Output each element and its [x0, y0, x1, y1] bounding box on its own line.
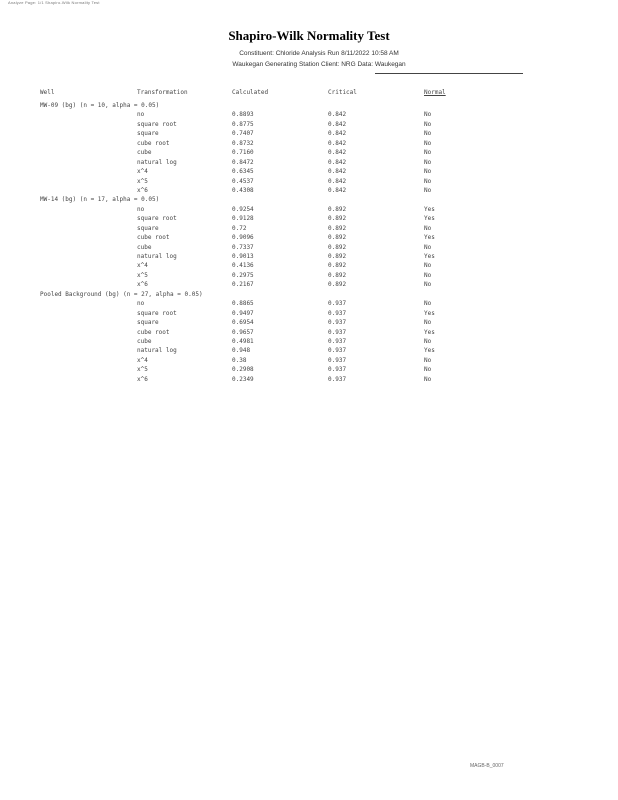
calculated-cell: 0.8893	[232, 111, 254, 119]
calculated-cell: 0.9013	[232, 253, 254, 260]
column-headers	[40, 89, 460, 97]
normal-cell: No	[424, 356, 432, 364]
normal-cell: No	[424, 375, 432, 383]
transformation-cell: x^4	[137, 262, 148, 270]
critical-cell: 0.937	[328, 309, 347, 317]
critical-cell: 0.842	[328, 177, 347, 185]
group-label: MW-14 (bg) (n = 17, alpha = 0.05)	[40, 196, 160, 204]
normal-cell: No	[424, 224, 432, 232]
column-header-transformation: Transformation	[137, 89, 188, 96]
transformation-cell: no	[137, 205, 145, 213]
calculated-cell: 0.6345	[232, 168, 254, 176]
transformation-cell: cube	[137, 149, 152, 157]
table-row	[40, 140, 480, 149]
calculated-cell: 0.9657	[232, 328, 254, 336]
column-header-critical: Critical	[328, 89, 357, 96]
calculated-cell: 0.8472	[232, 158, 254, 166]
transformation-cell: square root	[137, 120, 177, 128]
results-table	[40, 102, 480, 385]
table-row	[40, 310, 480, 319]
table-row	[40, 376, 480, 385]
table-row	[40, 281, 480, 290]
transformation-cell: cube	[137, 337, 152, 345]
normal-cell: Yes	[424, 309, 435, 317]
group-row	[40, 196, 480, 205]
page-title: Shapiro-Wilk Normality Test	[228, 28, 390, 43]
header-divider	[375, 73, 523, 74]
critical-cell: 0.892	[328, 271, 347, 279]
critical-cell: 0.842	[328, 149, 347, 157]
normal-cell: No	[424, 158, 432, 166]
calculated-cell: 0.9096	[232, 234, 254, 242]
table-row	[40, 338, 480, 347]
critical-cell: 0.937	[328, 375, 347, 383]
calculated-cell: 0.948	[232, 347, 251, 355]
table-row	[40, 300, 480, 309]
table-row	[40, 159, 480, 168]
table-row	[40, 121, 480, 130]
transformation-cell: x^5	[137, 177, 148, 185]
transformation-cell: cube root	[137, 139, 170, 147]
table-row	[40, 187, 480, 196]
normal-cell: Yes	[424, 215, 435, 223]
transformation-cell: x^5	[137, 366, 148, 374]
table-row	[40, 244, 480, 253]
table-row	[40, 366, 480, 375]
page-header-line: Analyze Page: 1/1 Shapiro-Wilk Normality Test	[8, 0, 100, 5]
calculated-cell: 0.2908	[232, 366, 254, 374]
transformation-cell: square	[137, 224, 159, 232]
calculated-cell: 0.2167	[232, 281, 254, 289]
normal-cell: No	[424, 168, 432, 176]
critical-cell: 0.892	[328, 253, 347, 260]
normal-cell: Yes	[424, 328, 435, 336]
normal-cell: No	[424, 130, 432, 138]
critical-cell: 0.842	[328, 120, 347, 128]
transformation-cell: x^4	[137, 356, 148, 364]
calculated-cell: 0.9497	[232, 309, 254, 317]
critical-cell: 0.892	[328, 243, 347, 251]
critical-cell: 0.937	[328, 347, 347, 355]
normal-cell: Yes	[424, 205, 435, 213]
table-row	[40, 347, 480, 356]
calculated-cell: 0.4537	[232, 177, 254, 185]
subtitle-analysis: Constituent: Chloride Analysis Run 8/11/2022 10:58 AM	[239, 50, 399, 57]
transformation-cell: cube root	[137, 328, 170, 336]
table-row	[40, 149, 480, 158]
normal-cell: No	[424, 149, 432, 157]
table-row	[40, 178, 480, 187]
group-label: MW-09 (bg) (n = 10, alpha = 0.05)	[40, 102, 160, 109]
transformation-cell: square root	[137, 309, 177, 317]
normal-cell: Yes	[424, 234, 435, 242]
normal-cell: No	[424, 120, 432, 128]
critical-cell: 0.937	[328, 337, 347, 345]
transformation-cell: x^5	[137, 271, 148, 279]
table-row	[40, 168, 480, 177]
normal-cell: No	[424, 337, 432, 345]
calculated-cell: 0.2975	[232, 271, 254, 279]
transformation-cell: square root	[137, 215, 177, 223]
critical-cell: 0.892	[328, 281, 347, 289]
normal-cell: No	[424, 281, 432, 289]
calculated-cell: 0.8732	[232, 139, 254, 147]
calculated-cell: 0.6954	[232, 319, 254, 327]
transformation-cell: x^6	[137, 375, 148, 383]
critical-cell: 0.892	[328, 234, 347, 242]
normal-cell: Yes	[424, 253, 435, 260]
critical-cell: 0.842	[328, 139, 347, 147]
transformation-cell: x^6	[137, 186, 148, 194]
transformation-cell: natural log	[137, 347, 177, 355]
column-header-normal: Normal	[424, 89, 446, 96]
critical-cell: 0.842	[328, 111, 347, 119]
group-row	[40, 291, 480, 300]
critical-cell: 0.937	[328, 319, 347, 327]
transformation-cell: x^6	[137, 281, 148, 289]
normal-cell: No	[424, 319, 432, 327]
normal-cell: No	[424, 177, 432, 185]
calculated-cell: 0.7337	[232, 243, 254, 251]
calculated-cell: 0.7407	[232, 130, 254, 138]
table-row	[40, 357, 480, 366]
calculated-cell: 0.7160	[232, 149, 254, 157]
critical-cell: 0.842	[328, 130, 347, 138]
transformation-cell: no	[137, 300, 145, 308]
calculated-cell: 0.8775	[232, 120, 254, 128]
table-row	[40, 272, 480, 281]
critical-cell: 0.892	[328, 262, 347, 270]
table-row	[40, 111, 480, 120]
transformation-cell: square	[137, 319, 159, 327]
table-row	[40, 234, 480, 243]
group-label: Pooled Background (bg) (n = 27, alpha = 0.05)	[40, 290, 203, 298]
transformation-cell: cube root	[137, 234, 170, 242]
calculated-cell: 0.38	[232, 356, 247, 364]
normal-cell: No	[424, 271, 432, 279]
table-row	[40, 130, 480, 139]
document-id: MAGB-B_0007	[470, 763, 504, 769]
calculated-cell: 0.9254	[232, 205, 254, 213]
table-row	[40, 253, 480, 262]
normal-cell: No	[424, 366, 432, 374]
table-row	[40, 225, 480, 234]
critical-cell: 0.842	[328, 168, 347, 176]
subtitle-site: Waukegan Generating Station Client: NRG Data: Waukegan	[232, 61, 406, 68]
normal-cell: Yes	[424, 347, 435, 355]
table-row	[40, 206, 480, 215]
group-row	[40, 102, 480, 111]
calculated-cell: 0.4308	[232, 186, 254, 194]
column-header-calculated: Calculated	[232, 89, 269, 96]
critical-cell: 0.892	[328, 205, 347, 213]
calculated-cell: 0.9128	[232, 215, 254, 223]
table-row	[40, 215, 480, 224]
transformation-cell: natural log	[137, 158, 177, 166]
calculated-cell: 0.4136	[232, 262, 254, 270]
normal-cell: No	[424, 243, 432, 251]
critical-cell: 0.937	[328, 356, 347, 364]
column-header-well: Well	[40, 89, 55, 96]
normal-cell: No	[424, 186, 432, 194]
transformation-cell: square	[137, 130, 159, 138]
table-row	[40, 319, 480, 328]
normal-cell: No	[424, 300, 432, 308]
transformation-cell: no	[137, 111, 145, 119]
critical-cell: 0.937	[328, 300, 347, 308]
critical-cell: 0.892	[328, 224, 347, 232]
critical-cell: 0.842	[328, 158, 347, 166]
table-row	[40, 329, 480, 338]
normal-cell: No	[424, 111, 432, 119]
table-row	[40, 262, 480, 271]
calculated-cell: 0.8865	[232, 300, 254, 308]
calculated-cell: 0.4981	[232, 337, 254, 345]
transformation-cell: x^4	[137, 168, 148, 176]
calculated-cell: 0.2349	[232, 375, 254, 383]
transformation-cell: cube	[137, 243, 152, 251]
critical-cell: 0.892	[328, 215, 347, 223]
critical-cell: 0.842	[328, 186, 347, 194]
calculated-cell: 0.72	[232, 224, 247, 232]
normal-cell: No	[424, 139, 432, 147]
critical-cell: 0.937	[328, 328, 347, 336]
critical-cell: 0.937	[328, 366, 347, 374]
transformation-cell: natural log	[137, 253, 177, 260]
normal-cell: No	[424, 262, 432, 270]
